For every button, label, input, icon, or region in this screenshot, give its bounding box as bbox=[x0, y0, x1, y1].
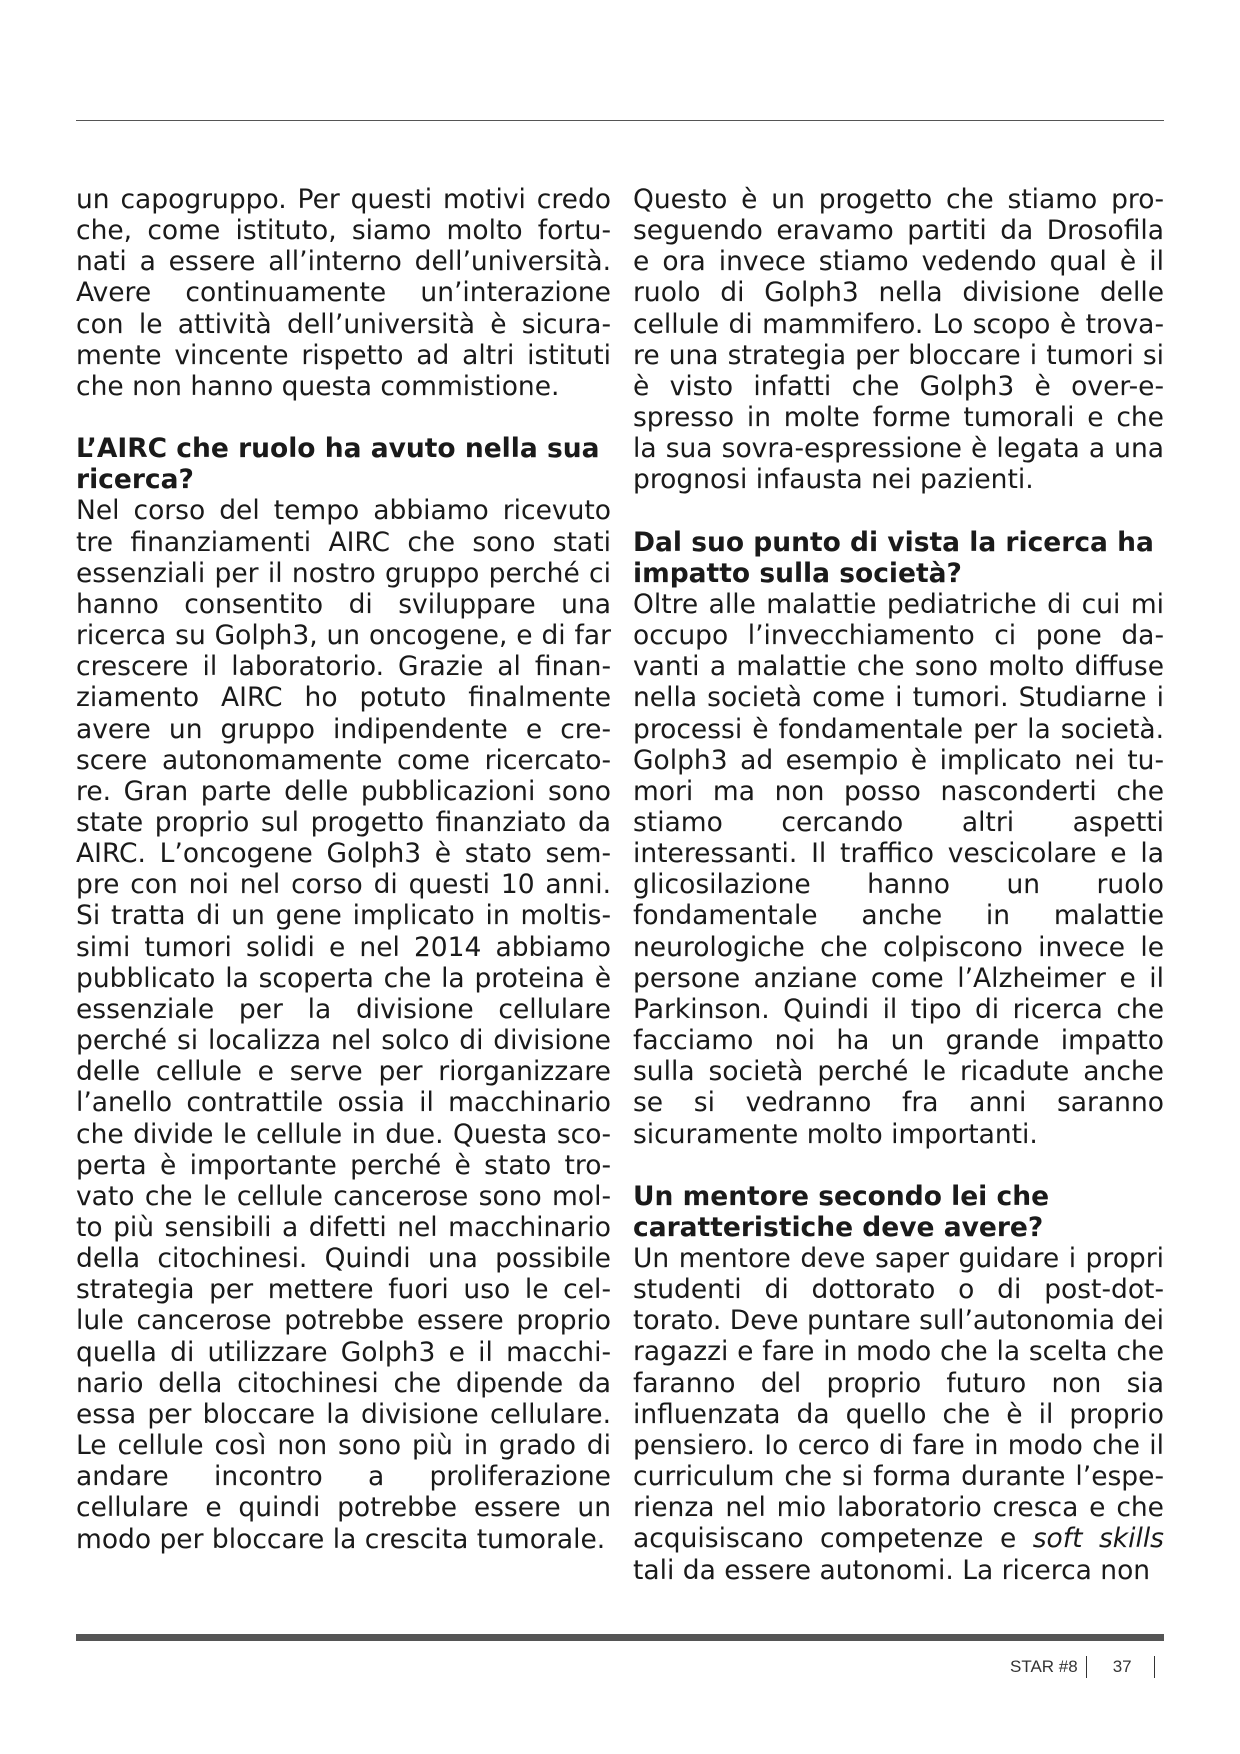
text-run: Un mentore deve saper guidare i propri studenti di dottorato o di post-dottorato. Deve puntare sull’autonomia dei ragazzi e fare in modo che la scelta che faranno del proprio futuro non sia influenzata da quello che è il proprio pensiero. Io cerco di fare in modo che il curriculum che si forma durante l’esperienza nel mio laboratorio cresca e che acquisiscano competenze e bbox=[633, 1243, 1164, 1555]
magazine-name: STAR #8 bbox=[1010, 1657, 1078, 1676]
paragraph: Questo è un progetto che stiamo proseguendo eravamo partiti da Drosofila e ora invece stiamo vedendo qual è il ruolo di Golph3 nella divisione delle cellule di mammifero. Lo scopo è trovare una strategia per bloccare i tumori si è visto infatti che Golph3 è over-espresso in molte forme tumorali e che la sua sovra-espressione è legata a una prognosi infausta nei pazienti. bbox=[633, 184, 1164, 496]
left-column bbox=[76, 184, 611, 1555]
footer-rule bbox=[76, 1634, 1164, 1641]
page-footer bbox=[1010, 1653, 1155, 1681]
interview-question: Un mentore secondo lei che caratteristiche deve avere? bbox=[633, 1180, 1050, 1243]
paragraph: Nel corso del tempo abbiamo ricevuto tre finanziamenti AIRC che sono stati essenziali per il nostro gruppo perché ci hanno consentito di sviluppare una ricerca su Golph3, un oncogene, e di far crescere il laboratorio. Grazie al finanziamento AIRC ho potuto finalmente avere un gruppo indipendente e crescere autonomamente come ricercatore. Gran parte delle pubblicazioni sono state proprio sul progetto finanziato da AIRC. L’oncogene Golph3 è stato sempre con noi nel corso di questi 10 anni. Si tratta di un gene implicato in moltissimi tumori solidi e nel 2014 abbiamo pubblicato la scoperta che la proteina è essenziale per la divisione cellulare perché si localizza nel solco di divisione delle cellule e serve per riorganizzare l’anello contrattile ossia il macchinario che divide le cellule in due. Questa scoperta è importante perché è stato trovato che le cellule cancerose sono molto più sensibili a difetti nel macchinario della citochinesi. Quindi una possibile strategia per mettere fuori uso le cellule cancerose potrebbe essere proprio quella di utilizzare Golph3 e il macchinario della citochinesi che dipende da essa per bloccare la divisione cellulare. Le cellule così non sono più in grado di andare incontro a proliferazione cellulare e quindi potrebbe essere un modo per bloccare la crescita tumorale. bbox=[76, 495, 611, 1555]
paragraph bbox=[633, 1243, 1164, 1586]
paragraph: Oltre alle malattie pediatriche di cui mi occupo l’invecchiamento ci pone davanti a malattie che sono molto diffuse nella società come i tumori. Studiarne i processi è fondamentale per la società. Golph3 ad esempio è implicato nei tumori ma non posso nasconderti che stiamo cercando altri aspetti interessanti. Il traffico vescicolare e la glicosilazione hanno un ruolo fondamentale anche in malattie neurologiche che colpiscono invece le persone anziane come l’Alzheimer e il Parkinson. Quindi il tipo di ricerca che facciamo noi ha un grande impatto sulla società perché le ricadute anche se si vedranno fra anni saranno sicuramente molto importanti. bbox=[633, 588, 1164, 1150]
italic-term: soft skills bbox=[1032, 1523, 1164, 1555]
paragraph: un capogruppo. Per questi motivi credo che, come istituto, siamo molto fortunati a essere all’interno dell’università. Avere continuamente un’interazione con le attività dell’università è sicuramente vincente rispetto ad altri istituti che non hanno questa commistione. bbox=[76, 184, 611, 402]
footer-divider bbox=[1086, 1656, 1087, 1678]
text-run: tali da essere autonomi. La ricerca non bbox=[633, 1554, 1151, 1586]
interview-question: L’AIRC che ruolo ha avuto nella sua ricerca? bbox=[76, 433, 600, 496]
interview-question: Dal suo punto di vista la ricerca ha impatto sulla società? bbox=[633, 526, 1154, 589]
right-column bbox=[633, 184, 1164, 1586]
header-rule bbox=[76, 120, 1164, 121]
footer-divider bbox=[1154, 1656, 1155, 1678]
page-number: 37 bbox=[1112, 1657, 1132, 1676]
